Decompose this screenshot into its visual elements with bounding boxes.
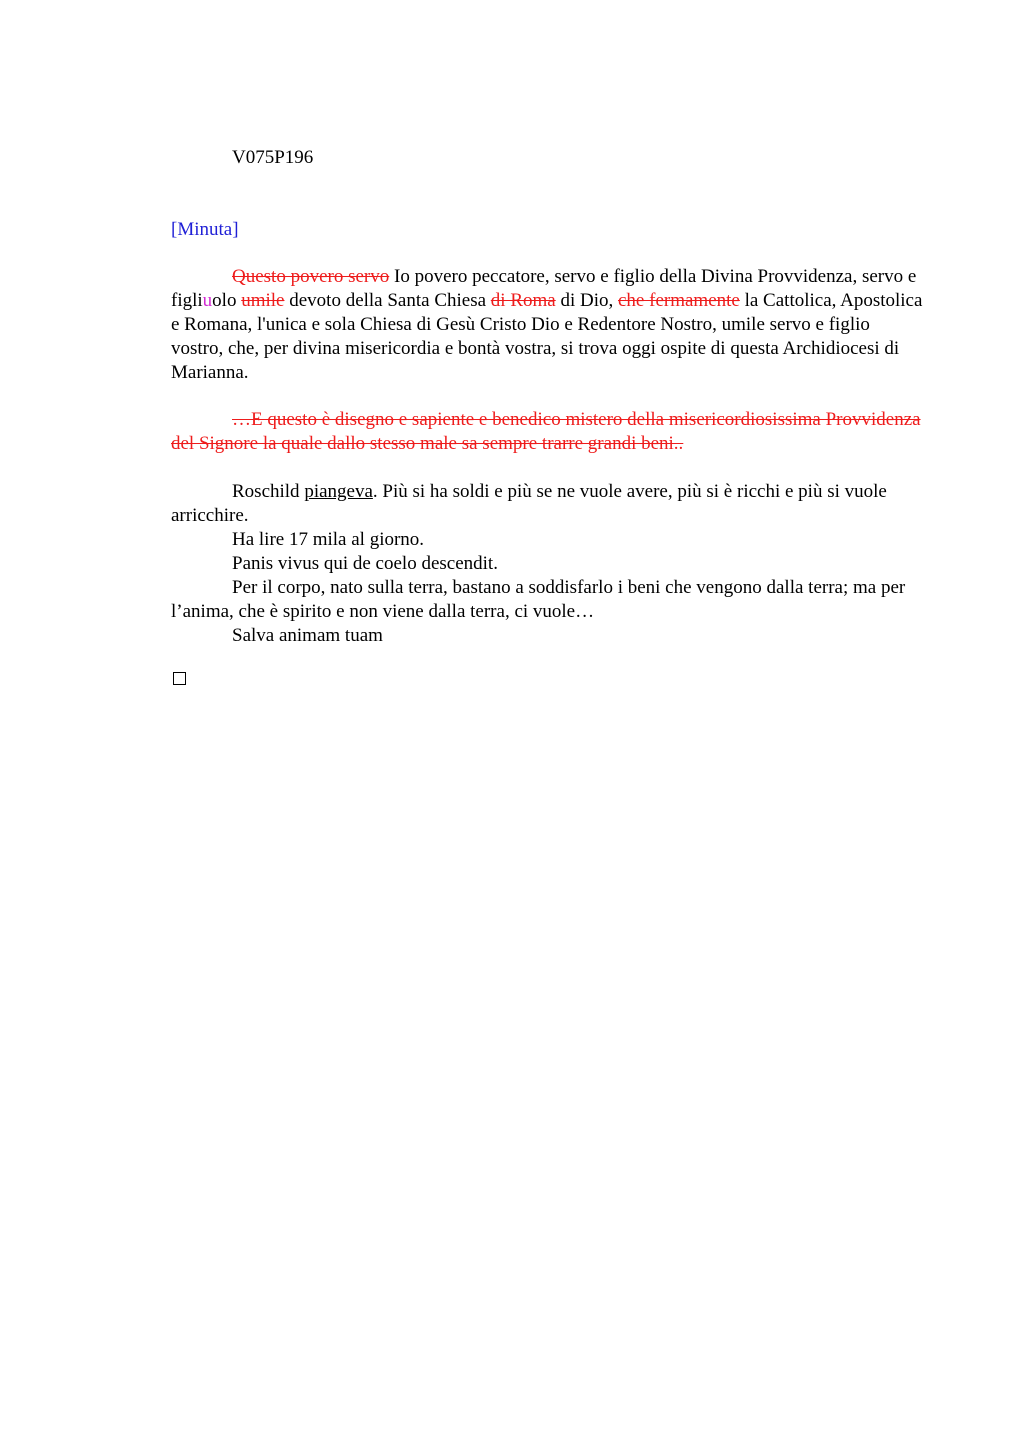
line-text: Roschild (232, 481, 305, 502)
document-id: V075P196 (232, 147, 314, 168)
line-text: Per il corpo, nato sulla terra, bastano a soddisfarlo i beni che vengono dalla terra; ma per l’anima, che è spirito e non viene dalla terra, ci vuole… (171, 577, 906, 622)
inserted-letter: u (202, 290, 213, 311)
line-salva (171, 624, 923, 648)
line-text: Salva animam tuam (232, 625, 383, 646)
line-text: Ha lire 17 mila al giorno. (232, 529, 425, 550)
line-roschild (171, 480, 923, 528)
paragraph-2-deleted (171, 408, 923, 456)
line-text: . Più si ha soldi e più se ne vuole avere, più si è ricchi e più si vuole arricchire. (171, 481, 887, 526)
deleted-text: che fermamente (618, 290, 740, 311)
paragraph-3 (171, 480, 923, 648)
paragraph-text: la Cattolica, Apostolica e Romana, l'unica e sola Chiesa di Gesù Cristo Dio e Redentore Nostro, umile servo e figlio vostro, che, per divina misericordia e bontà vostra, si trova oggi ospite di questa Archidiocesi di Marianna. (171, 290, 923, 383)
line-text: Panis vivus qui de coelo descendit. (232, 553, 498, 574)
paragraph-text: Io povero peccatore, servo e figlio della Divina Provvidenza, servo e figli (171, 266, 917, 311)
paragraph-text: olo (212, 290, 242, 311)
paragraph-text: devoto della Santa Chiesa (284, 290, 491, 311)
section-heading: [Minuta] (171, 219, 239, 240)
line-panis (171, 552, 923, 576)
underlined-word: piangeva (304, 481, 373, 502)
paragraph-1 (171, 265, 923, 385)
deleted-text: di Roma (490, 290, 556, 311)
deleted-text: Questo povero servo (232, 266, 390, 287)
line-corpo (171, 576, 923, 624)
line-lire (171, 528, 923, 552)
paragraph-text: di Dio, (555, 290, 618, 311)
checkbox-icon (173, 672, 186, 685)
deleted-text: umile (241, 290, 285, 311)
deleted-paragraph-text: …E questo è disegno e sapiente e benedico mistero della misericordiosissima Provvidenza del Signore la quale dallo stesso male sa sempre trarre grandi beni.. (171, 409, 921, 454)
